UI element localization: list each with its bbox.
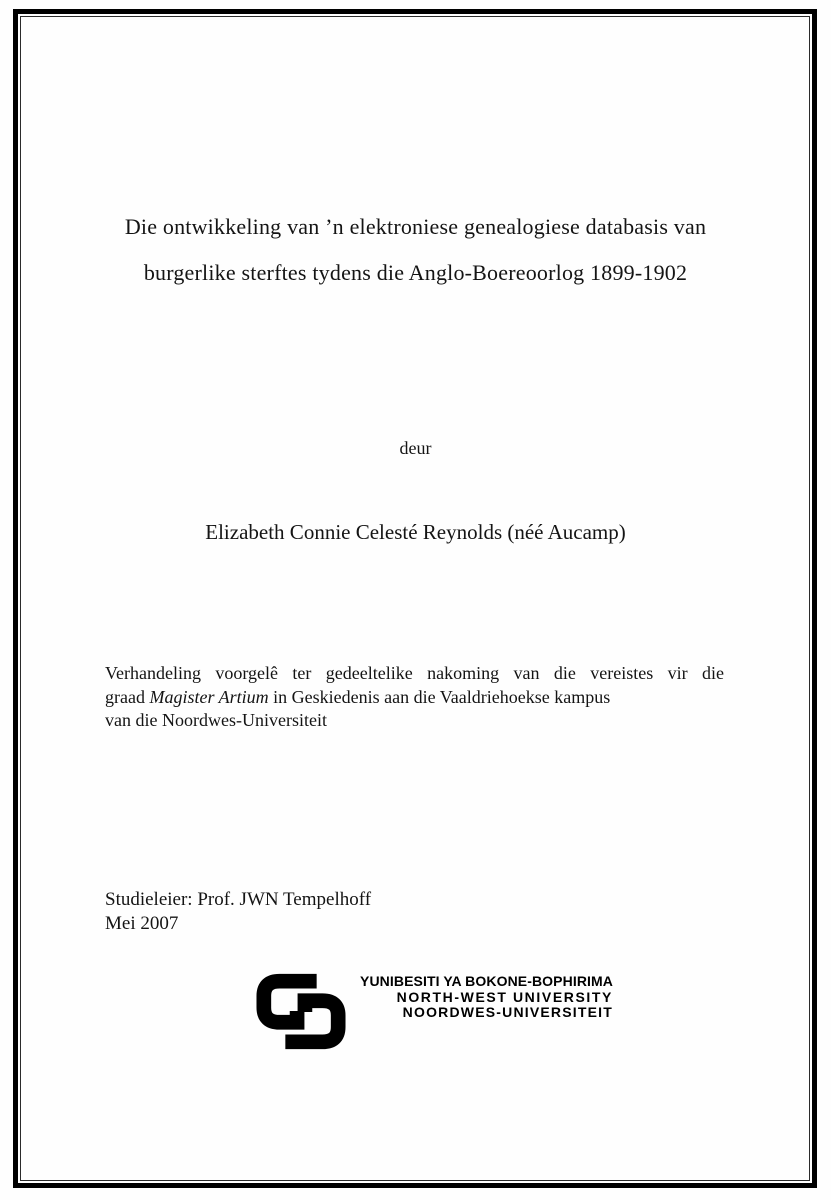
degree-statement-line3: van die Noordwes-Universiteit [105, 710, 327, 730]
degree-statement-line1: Verhandeling voorgelê ter gedeeltelike nakoming van die vereistes vir die [105, 663, 724, 683]
advisor-block [105, 888, 371, 936]
advisor-line: Studieleier: Prof. JWN Tempelhoff [105, 889, 372, 910]
university-logo [256, 971, 613, 1052]
author-name: Elizabeth Connie Celesté Reynolds (néé Aucamp) [205, 520, 626, 544]
logo-line-setswana: YUNIBESITI YA BOKONE-BOPHIRIMA [360, 973, 613, 989]
degree-statement-line2 [105, 686, 724, 710]
degree-name: Magister Artium [149, 686, 269, 707]
logo-line-afrikaans: NOORDWES-UNIVERSITEIT [402, 1004, 613, 1020]
thesis-title [60, 204, 771, 296]
logo-line-english: NORTH-WEST UNIVERSITY [396, 988, 613, 1005]
university-logo-text [351, 974, 613, 1021]
byline-label: deur [399, 438, 432, 458]
thesis-title-line2: burgerlike sterftes tydens die Anglo-Boereoorlog 1899-1902 [143, 260, 688, 285]
date-line: Mei 2007 [105, 913, 179, 934]
thesis-title-line1: Die ontwikkeling van ’n elektroniese genealogiese databasis van [124, 214, 707, 239]
degree-statement [105, 662, 724, 733]
degree-statement-line2-suffix: in Geskiedenis aan die Vaaldriehoekse kampus [268, 686, 611, 707]
degree-statement-line2-prefix: graad [105, 686, 150, 707]
nwu-chainlink-logo-icon [256, 971, 346, 1052]
